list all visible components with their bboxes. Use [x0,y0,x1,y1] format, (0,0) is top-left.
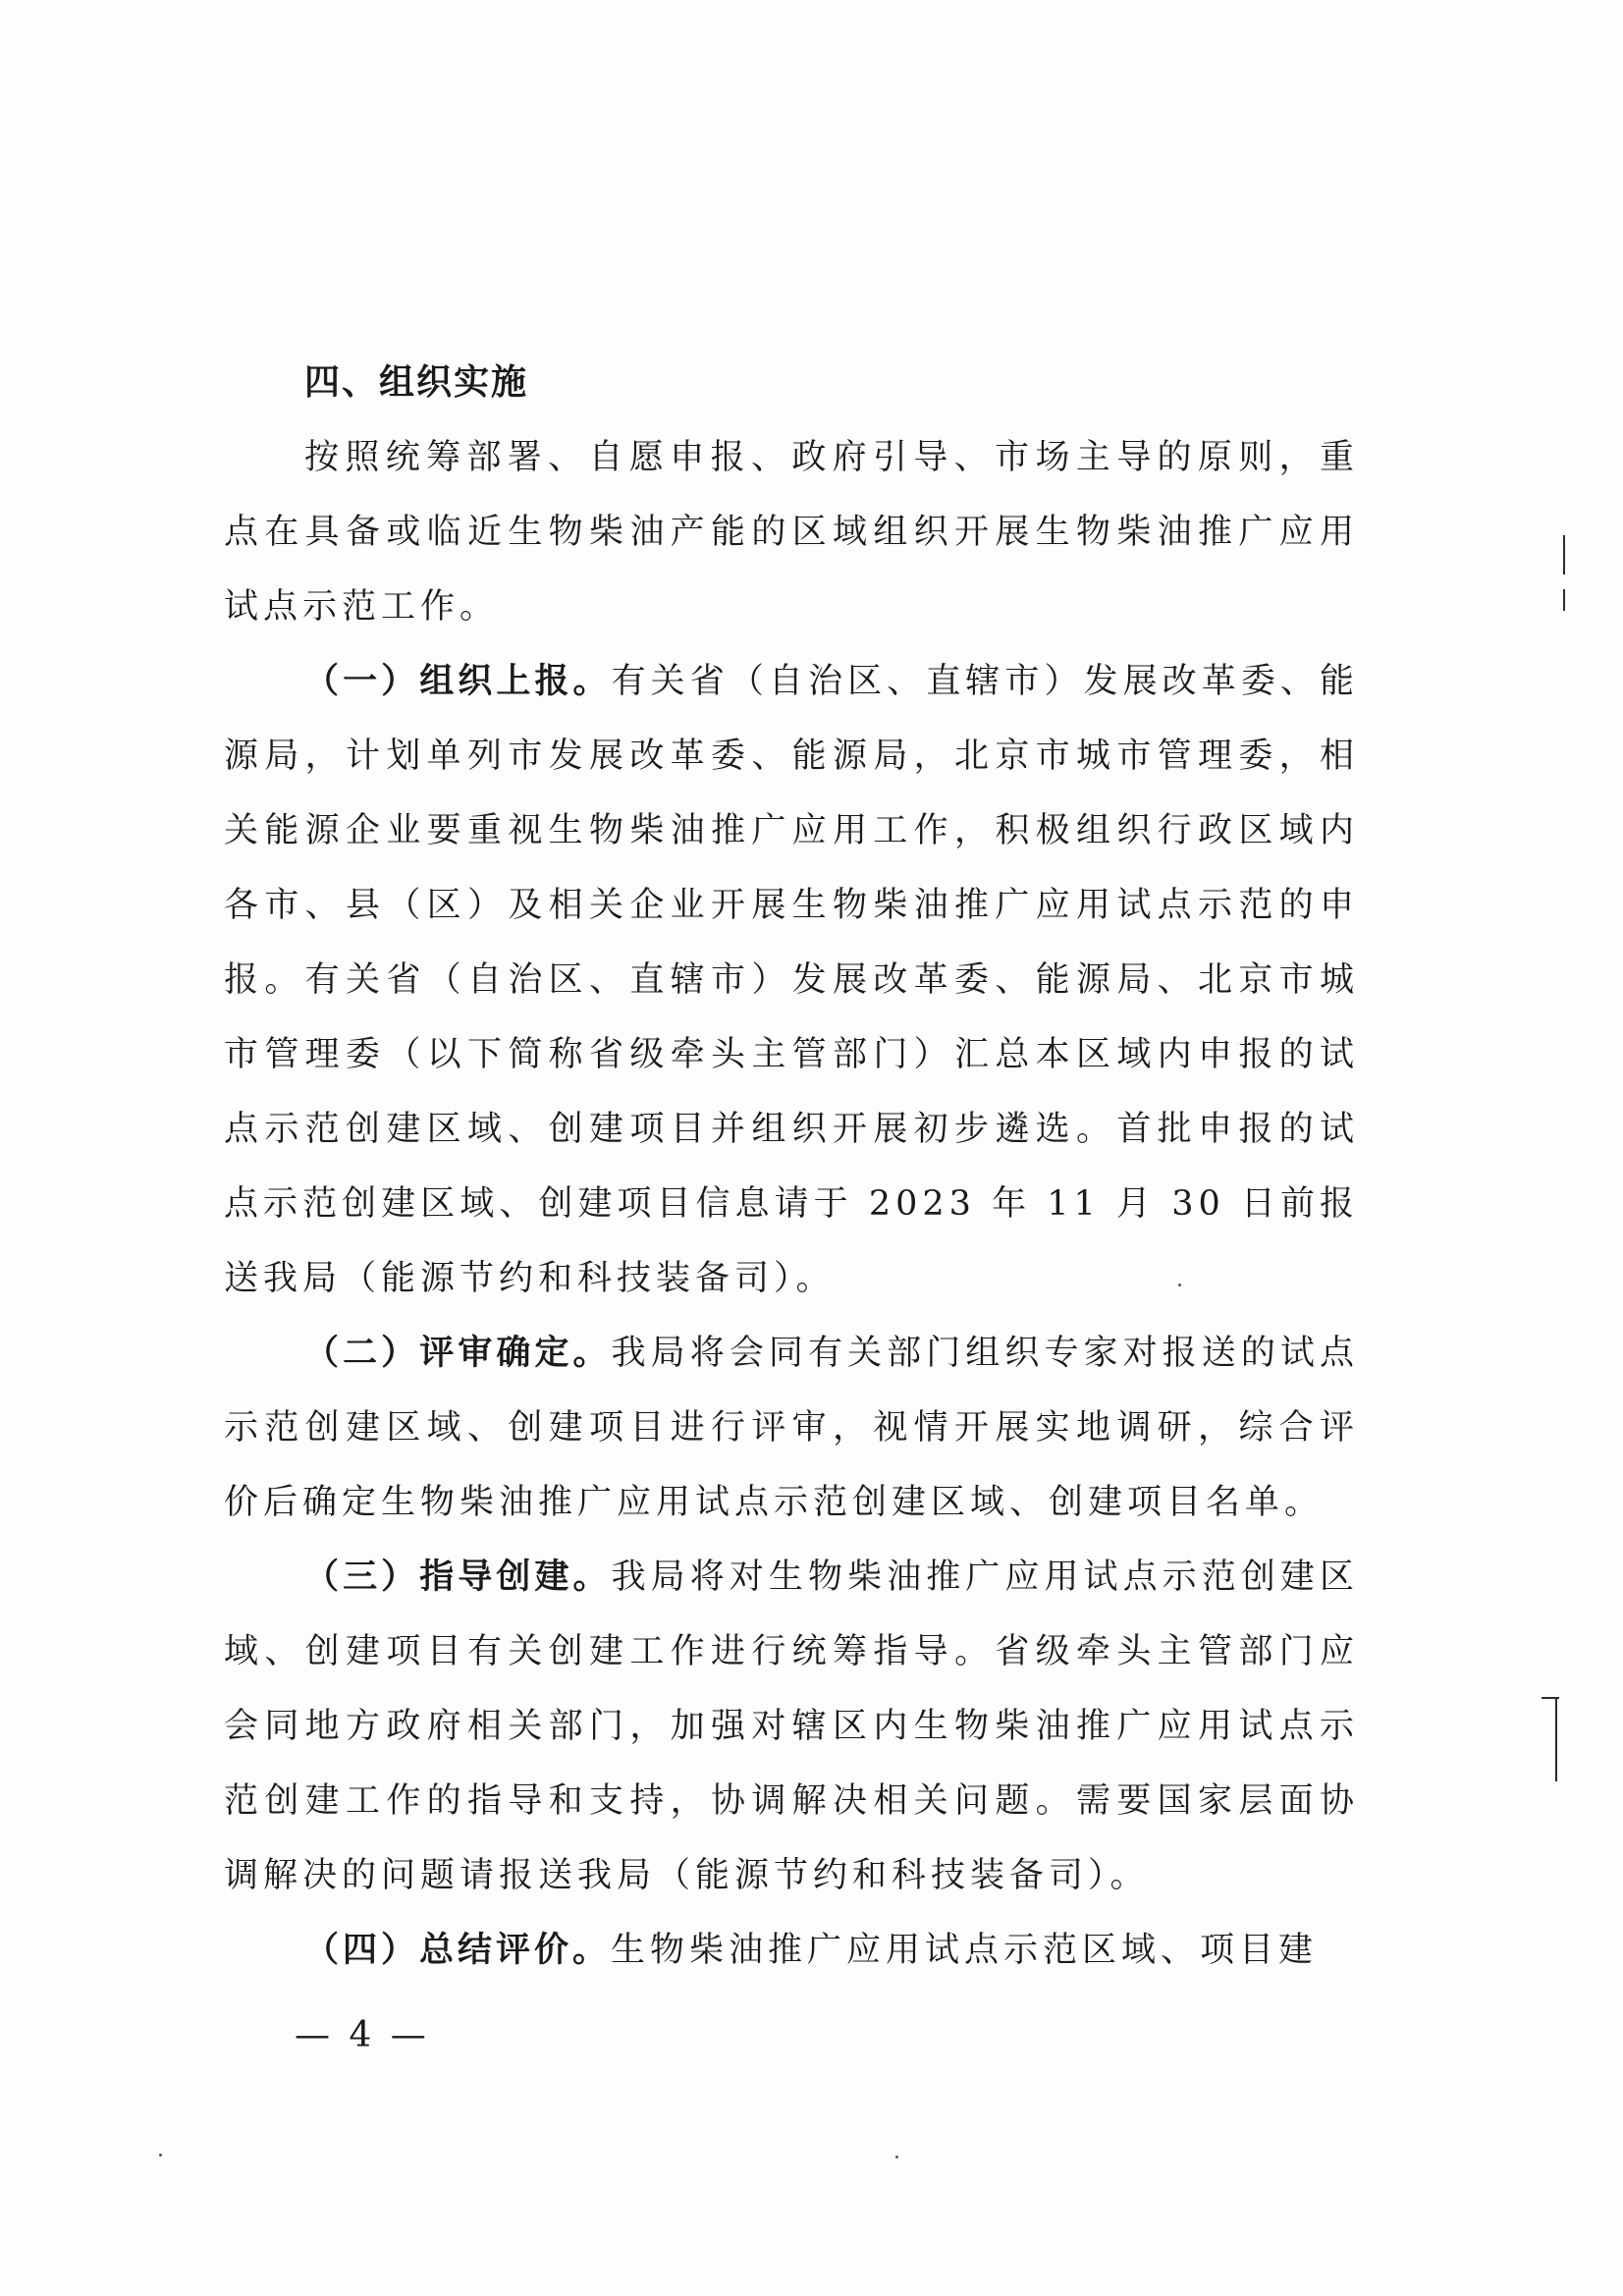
item-title-4: （四）总结评价。 [304,1931,612,1970]
document-body [224,346,1359,1988]
scan-mark-right-4 [1555,1699,1557,1781]
item-title-3: （三）指导创建。 [304,1558,612,1597]
item-title-2: （二）评审确定。 [304,1334,612,1373]
item-paragraph-3 [224,1540,1359,1913]
scan-mark-right-1 [1563,535,1565,574]
scan-dot-3 [895,2156,898,2159]
scan-mark-right-2 [1563,589,1565,611]
item-body-2: 我局将会同有关部门组织专家对报送的试点示范创建区域、创建项目进行评审，视情开展实地调研，综合评价后确定生物柴油推广应用试点示范创建区域、创建项目名单。 [224,1334,1359,1522]
item-title-1: （一）组织上报。 [304,662,612,701]
section-heading: 四、组织实施 [304,362,529,403]
intro-paragraph: 按照统筹部署、自愿申报、政府引导、市场主导的原则，重点在具备或临近生物柴油产能的区域组织开展生物柴油推广应用试点示范工作。 [224,438,1359,627]
item-paragraph-4 [224,1913,1359,1988]
item-body-4: 生物柴油推广应用试点示范区域、项目建 [611,1931,1319,1970]
item-paragraph-2 [224,1316,1359,1540]
item-body-1: 有关省（自治区、直辖市）发展改革委、能源局，计划单列市发展改革委、能源局，北京市城市管理委，相关能源企业要重视生物柴油推广应用工作，积极组织行政区域内各市、县（区）及相关企业开展生物柴油推广应用试点示范的申报。有关省（自治区、直辖市）发展改革委、能源局、北京市城市管理委（以下简称省级牵头主管部门）汇总本区域内申报的试点示范创建区域、创建项目并组织开展初步遴选。首批申报的试点示范创建区域、创建项目信息请于 2023 年 11 月 30 日前报送我局（能源节约和科技装备司）。 [224,662,1359,1298]
scan-dot-2 [159,2154,162,2157]
item-body-3: 我局将对生物柴油推广应用试点示范创建区域、创建项目有关创建工作进行统筹指导。省级牵头主管部门应会同地方政府相关部门，加强对辖区内生物柴油推广应用试点示范创建工作的指导和支持，协调解决相关问题。需要国家层面协调解决的问题请报送我局（能源节约和科技装备司）。 [224,1558,1359,1895]
scan-dot-1 [1178,1284,1181,1286]
page-number: — 4 — [295,2015,430,2055]
item-paragraph-1 [224,644,1359,1316]
